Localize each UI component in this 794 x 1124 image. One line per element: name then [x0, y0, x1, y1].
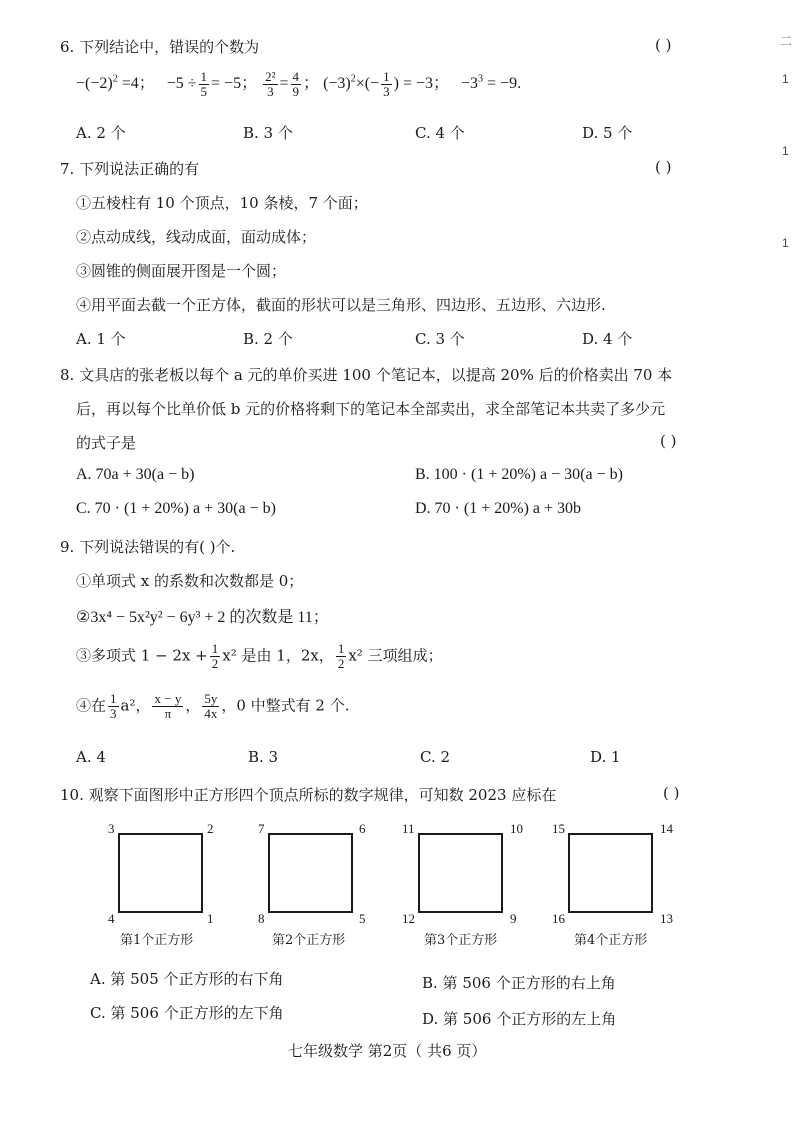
square-figure-1 [108, 821, 218, 948]
vertex-bottom-left: 16 [552, 911, 565, 926]
q10-option-c[interactable]: C. 第 506 个正方形的左下角 [90, 1004, 284, 1022]
q6-expr-1: $-(-2)^2 =4$； [76, 73, 155, 93]
vertex-top-left: 15 [552, 821, 565, 836]
q7-option-d[interactable]: D. 4 个 [582, 330, 633, 348]
square-outline [118, 833, 203, 913]
q8-answer-paren[interactable]: ( ) [660, 432, 677, 450]
square-outline [568, 833, 653, 913]
q9-option-b[interactable]: B. 3 [248, 748, 279, 766]
square-caption: 第2个正方形 [272, 933, 346, 948]
q7-stem: 7. 下列说法正确的有 [60, 160, 200, 178]
q8-option-b[interactable]: B. 100 · (1 + 20%) a − 30(a − b) [415, 466, 623, 483]
q9-option-c[interactable]: C. 2 [420, 748, 451, 766]
q7-option-b[interactable]: B. 2 个 [243, 330, 293, 348]
edge-mark: 1 [782, 72, 789, 86]
q7-answer-paren[interactable]: ( ) [655, 158, 672, 176]
q6-option-c[interactable]: C. 4 个 [415, 124, 465, 142]
q9-option-a[interactable]: A. 4 [76, 748, 106, 766]
q9-option-d[interactable]: D. 1 [590, 748, 621, 766]
square-outline [418, 833, 503, 913]
page-footer: 七年级数学 第2页（ 共6 页） [288, 1042, 487, 1060]
q6-option-d[interactable]: D. 5 个 [582, 124, 633, 142]
square-caption: 第4个正方形 [574, 933, 648, 948]
square-figure-2 [258, 821, 368, 948]
q6-option-b[interactable]: B. 3 个 [243, 124, 293, 142]
square-caption: 第3个正方形 [424, 933, 498, 948]
edge-mark: 1 [782, 236, 789, 250]
q9-item-1: ①单项式 x 的系数和次数都是 0； [76, 572, 304, 590]
q7-item-4: ④用平面去截一个正方体，截面的形状可以是三角形、四边形、五边形、六边形. [76, 296, 606, 314]
q6-expr-4: $(-3)^2\times(-$ $\frac{1}{3}$ ) = −3； [323, 69, 450, 99]
edge-mark: 1 [782, 144, 789, 158]
q7-item-1: ①五棱柱有 10 个顶点，10 条棱，7 个面； [76, 194, 368, 212]
vertex-top-right: 2 [207, 821, 214, 836]
q6-expr-3: $\frac{\text{2²}}{3}$ = $\frac{4}{9}$ ； [265, 69, 320, 99]
vertex-bottom-left: 12 [402, 911, 415, 926]
q10-option-d[interactable]: D. 第 506 个正方形的左上角 [422, 1010, 617, 1028]
square-figure-4 [552, 821, 673, 948]
q6-stem: 6. 下列结论中，错误的个数为 [60, 38, 260, 56]
vertex-top-right: 10 [510, 821, 523, 836]
q7-option-a[interactable]: A. 1 个 [76, 330, 126, 348]
q6-expr-2: −5 ÷ $\frac{1}{5}$ = −5； [166, 69, 258, 99]
q9-item-4: ④在 $\frac{1}{3}$ a²， $\frac{x - y}{\pi}$ ， $\frac{5y}{4x}$ ，0 中整式有 2 个. [76, 691, 350, 721]
q10-stem: 10. 观察下面图形中正方形四个顶点所标的数字规律，可知数 2023 应标在 [60, 786, 557, 804]
vertex-bottom-left: 8 [258, 911, 265, 926]
vertex-top-right: 6 [359, 821, 366, 836]
square-outline [268, 833, 353, 913]
q8-stem-line-2: 后，再以每个比单价低 b 元的价格将剩下的笔记本全部卖出，求全部笔记本共卖了多少元 [76, 400, 666, 418]
q6-expressions [76, 70, 521, 99]
q9-item-2: ②3x⁴ − 5x²y² − 6y³ + 2 的次数是 11； [76, 609, 329, 626]
vertex-top-right: 14 [660, 821, 673, 836]
vertex-top-left: 3 [108, 821, 115, 836]
vertex-top-left: 11 [402, 821, 415, 836]
vertex-top-left: 7 [258, 821, 265, 836]
q10-option-b[interactable]: B. 第 506 个正方形的右上角 [422, 974, 616, 992]
q6-option-a[interactable]: A. 2 个 [76, 124, 126, 142]
q7-item-2: ②点动成线，线动成面，面动成体； [76, 228, 317, 246]
square-caption: 第1个正方形 [120, 933, 194, 948]
q8-option-d[interactable]: D. 70 · (1 + 20%) a + 30b [415, 500, 582, 517]
vertex-bottom-right: 9 [510, 911, 517, 926]
q7-item-3: ③圆锥的侧面展开图是一个圆； [76, 262, 287, 280]
square-figure-3 [402, 821, 523, 948]
q8-stem-line-1: 8. 文具店的张老板以每个 a 元的单价买进 100 个笔记本，以提高 20% 后的价格卖出 70 本 [60, 366, 673, 384]
q8-stem-line-3: 的式子是 [76, 434, 137, 452]
vertex-bottom-right: 5 [359, 911, 366, 926]
vertex-bottom-right: 13 [660, 911, 673, 926]
q10-option-a[interactable]: A. 第 505 个正方形的右下角 [90, 970, 284, 988]
q10-answer-paren[interactable]: ( ) [663, 784, 680, 802]
q9-item-3: ③多项式 1 − 2x + $\frac{1}{2}$ x² 是由 1，2x， $\frac{1}{2}$ x² 三项组成； [76, 641, 443, 671]
q6-expr-5: $-3^3 = -9$. [461, 73, 522, 93]
q6-answer-paren[interactable]: ( ) [655, 36, 672, 54]
q7-option-c[interactable]: C. 3 个 [415, 330, 465, 348]
vertex-bottom-right: 1 [207, 911, 214, 926]
q8-option-a[interactable]: A. 70a + 30(a − b) [76, 466, 195, 483]
vertex-bottom-left: 4 [108, 911, 115, 926]
edge-mark: 二 [780, 34, 793, 48]
q9-stem: 9. 下列说法错误的有( )个. [60, 538, 236, 556]
q8-option-c[interactable]: C. 70 · (1 + 20%) a + 30(a − b) [76, 500, 276, 517]
